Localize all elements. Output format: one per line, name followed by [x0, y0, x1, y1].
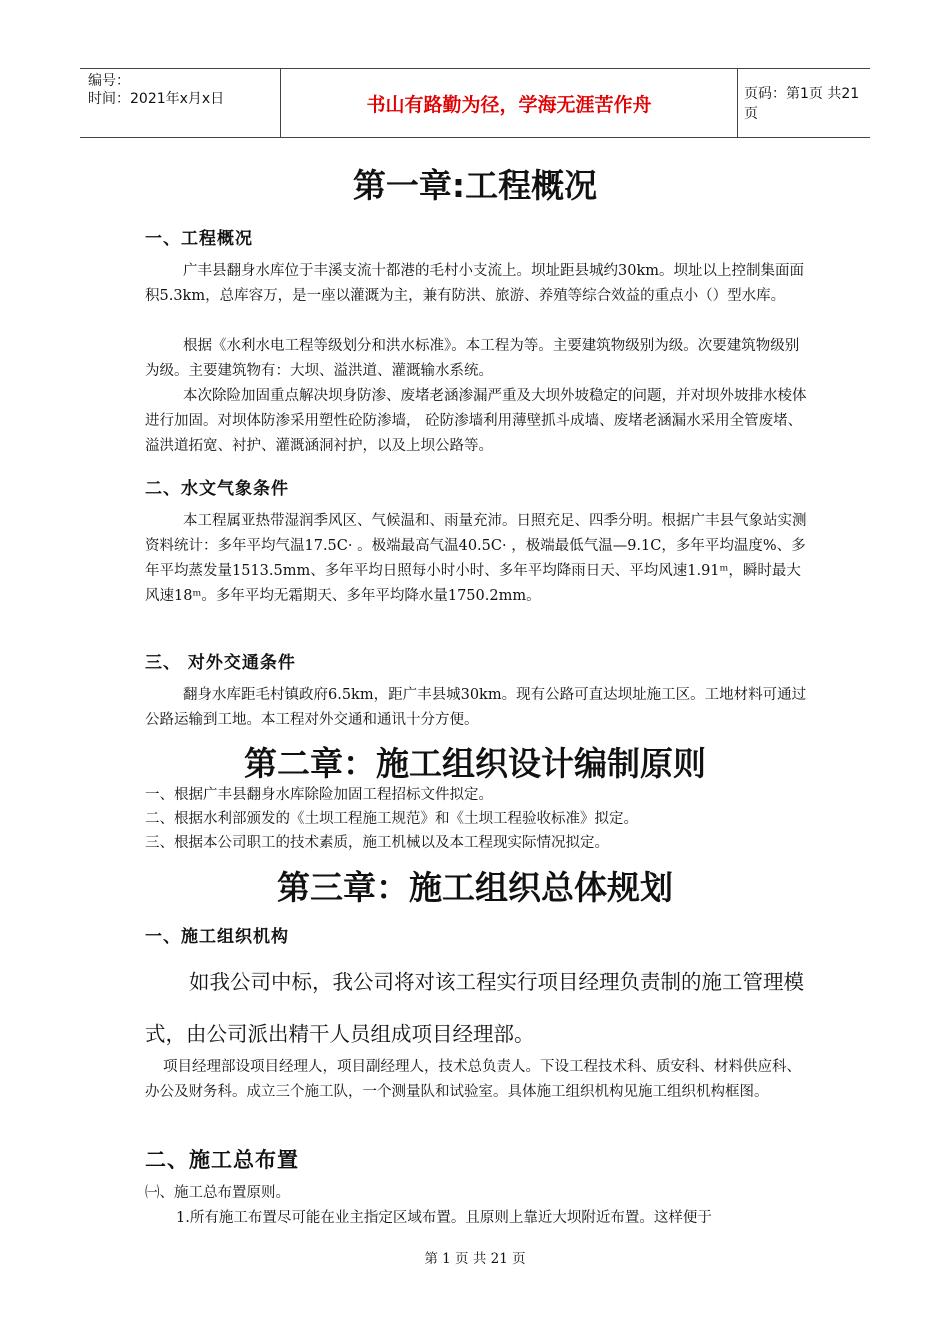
principle-item-1: 一、根据广丰县翻身水库除险加固工程招标文件拟定。 — [145, 787, 493, 803]
page-footer: 第 1 页 共 21 页 — [424, 1251, 526, 1267]
chapter3-title: 第三章：施工组织总体规划 — [277, 868, 673, 907]
section-organization-title: 一、施工组织机构 — [145, 927, 289, 947]
organization-paragraph-2: 项目经理部设项目经理人，项目副经理人，技术总负责人。下设工程技术科、质安科、材料供应科、办公及财务科。成立三个施工队，一个测量队和试验室。具体施工组织机构见施工组织机构框图。 — [145, 1059, 801, 1100]
principle-item-2: 二、根据水利部颁发的《土坝工程施工规范》和《土坝工程验收标准》拟定。 — [145, 811, 638, 827]
layout-item-1: 1.所有施工布置尽可能在业主指定区域布置。且原则上靠近大坝附近布置。这样便于 — [176, 1210, 712, 1226]
header-motto: 书山有路勤为径，学海无涯苦作舟 — [280, 69, 738, 137]
overview-paragraph-3: 本次除险加固重点解决坝身防渗、废堵老涵渗漏严重及大坝外坡稳定的问题，并对坝外坡排水棱体进行加固。对坝体防渗采用塑性砼防渗墙， 砼防渗墙利用薄壁抓斗成墙、废堵老涵漏水采用全管废堵、溢洪道拓宽、衬护、灌溉涵洞衬护，以及上坝公路等。 — [145, 388, 807, 454]
chapter2-title: 第二章：施工组织设计编制原则 — [244, 744, 706, 783]
hydrology-paragraph: 本工程属亚热带湿润季风区、气候温和、雨量充沛。日照充足、四季分明。根据广丰县气象站实测资料统计：多年平均气温17.5C· 。极端最高气温40.5C· ，极端最低气温—9.1C，多年平均温度%、多年平均蒸发量1513.5mm、多年平均日照每小时小时、多年平均降雨日天、平均风速1.91ᵐ，瞬时最大风速18ᵐ。多年平均无霜期天、多年平均降水量1750.2mm。 — [145, 513, 807, 604]
header-meta — [80, 69, 280, 137]
section-overview-title: 一、工程概况 — [145, 229, 253, 249]
number-label: 编号： — [88, 73, 130, 89]
section-traffic-title: 三、 对外交通条件 — [145, 653, 296, 673]
chapter1-title: 第一章:工程概况 — [352, 166, 598, 205]
section-layout-title: 二、施工总布置 — [145, 1148, 299, 1172]
header-page-code: 页码：第1页 共21页 — [744, 86, 860, 122]
traffic-paragraph: 翻身水库距毛村镇政府6.5km，距广丰县城30km。现有公路可直达坝址施工区。工地材料可通过公路运输到工地。本工程对外交通和通讯十分方便。 — [145, 687, 807, 728]
overview-paragraph-2: 根据《水利水电工程等级划分和洪水标准》。本工程为等。主要建筑物级别为级。次要建筑物级别为级。主要建筑物有：大坝、溢洪道、灌溉输水系统。 — [145, 338, 800, 379]
time-label: 时间：2021年x月x日 — [88, 91, 225, 107]
document-header — [80, 68, 870, 138]
layout-subheading: ㈠、施工总布置原则。 — [145, 1185, 290, 1201]
principle-item-3: 三、根据本公司职工的技术素质，施工机械以及本工程现实际情况拟定。 — [145, 835, 609, 851]
organization-paragraph-1: 如我公司中标，我公司将对该工程实行项目经理负责制的施工管理模式，由公司派出精干人员组成项目经理部。 — [145, 970, 804, 1046]
overview-paragraph-1: 广丰县翻身水库位于丰溪支流十都港的毛村小支流上。坝址距县城约30km。坝址以上控制集面面积5.3km，总库容万，是一座以灌溉为主，兼有防洪、旅游、养殖等综合效益的重点小（）型水库。 — [145, 263, 804, 304]
section-hydrology-title: 二、水文气象条件 — [145, 479, 289, 499]
